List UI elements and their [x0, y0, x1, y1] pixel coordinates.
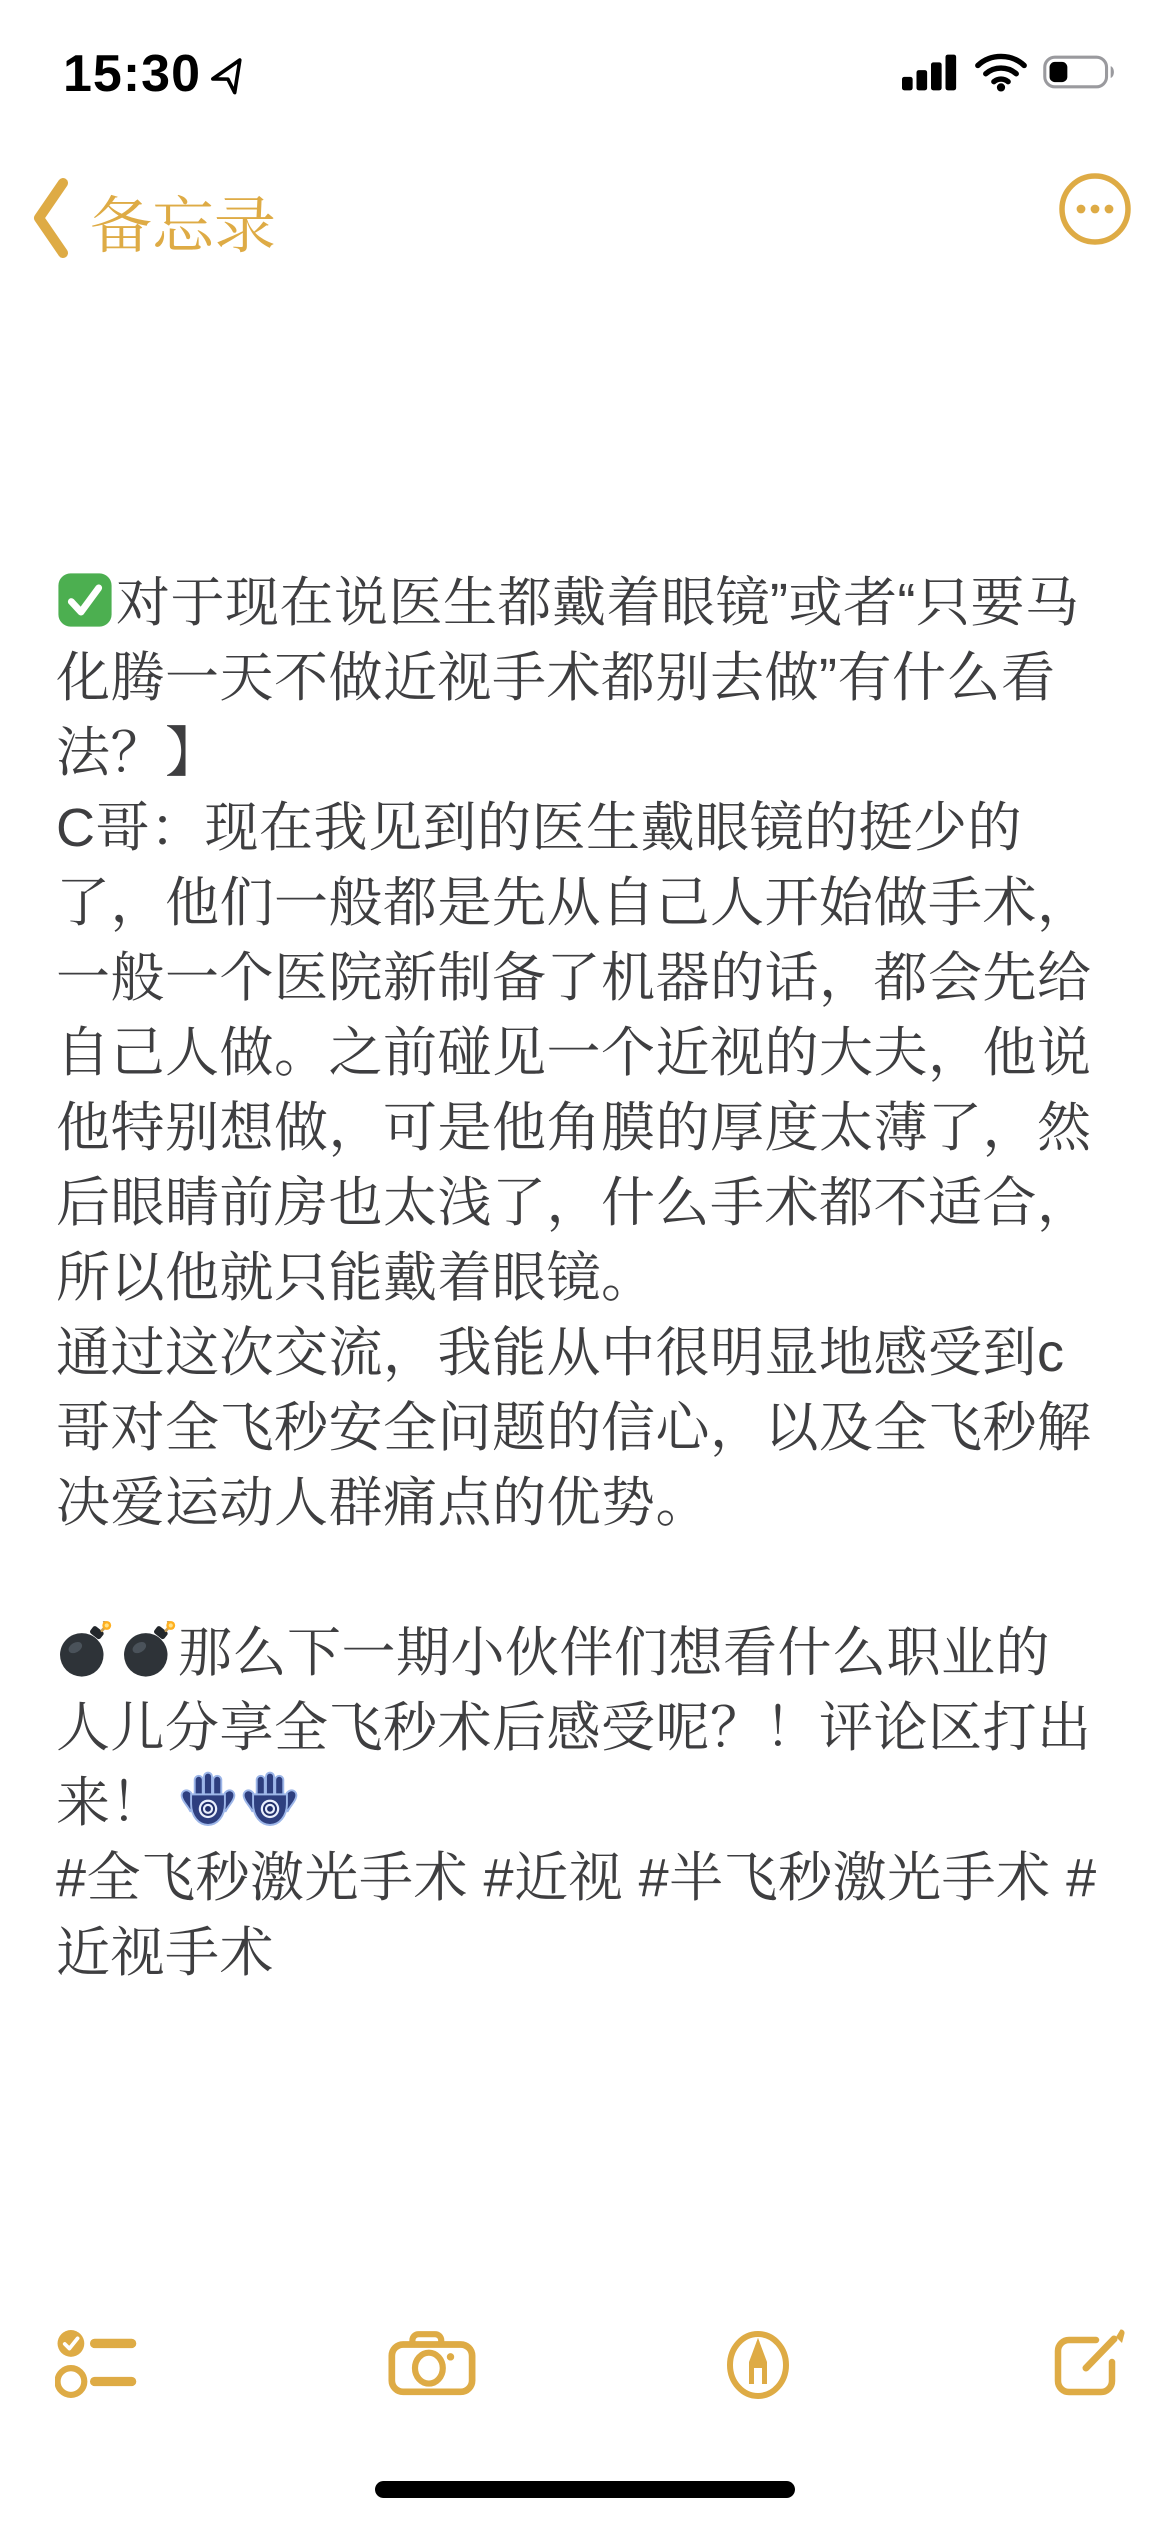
camera-button[interactable] — [385, 2328, 481, 2403]
cellular-signal-icon — [902, 52, 960, 92]
bomb-emoji — [56, 1621, 114, 1679]
note-text: 他特别想做，可是他角膜的厚度太薄了，然 — [56, 1098, 1092, 1158]
checklist-button[interactable] — [55, 2328, 163, 2403]
note-text: 决爱运动人群痛点的优势。 — [56, 1473, 710, 1533]
note-text: 近视手术 — [56, 1923, 274, 1983]
note-line — [56, 791, 1114, 866]
note-text: 人儿分享全飞秒术后感受呢？！评论区打出 — [56, 1698, 1092, 1758]
note-line — [56, 1241, 1114, 1316]
hamsa-emoji — [241, 1771, 299, 1829]
note-line — [56, 1916, 1114, 1991]
checklist-icon — [55, 2385, 163, 2402]
status-bar — [0, 0, 1170, 120]
note-text: 化腾一天不做近视手术都别去做”有什么看 — [56, 648, 1056, 708]
note-line — [56, 716, 1114, 791]
note-line — [56, 1691, 1114, 1766]
bomb-emoji — [120, 1621, 178, 1679]
note-text: 对于现在说医生都戴着眼镜”或者“只要马 — [116, 573, 1080, 633]
note-text: 自己人做。之前碰见一个近视的大夫，他说 — [56, 1023, 1092, 1083]
note-line — [56, 941, 1114, 1016]
note-line — [56, 1466, 1114, 1541]
markup-button[interactable] — [722, 2328, 794, 2407]
chevron-left-icon — [30, 176, 70, 265]
note-line — [56, 1391, 1114, 1466]
note-line — [56, 1841, 1114, 1916]
home-indicator[interactable] — [375, 2481, 795, 2498]
bottom-toolbar — [0, 2328, 1170, 2408]
note-text: 一般一个医院新制备了机器的话，都会先给 — [56, 948, 1092, 1008]
note-line — [56, 1316, 1114, 1391]
back-label: 备忘录 — [90, 192, 277, 261]
note-text: 法？】 — [56, 723, 220, 783]
wifi-icon — [974, 52, 1028, 92]
note-line — [56, 866, 1114, 941]
battery-icon — [1042, 53, 1120, 91]
note-line — [56, 1766, 1114, 1841]
note-line — [56, 1616, 1114, 1691]
note-line — [56, 1166, 1114, 1241]
note-text: 后眼睛前房也太浅了，什么手术都不适合， — [56, 1173, 1092, 1233]
note-line — [56, 1091, 1114, 1166]
check-emoji — [56, 571, 114, 629]
note-text: #全飞秒激光手术 #近视 #半飞秒激光手术 # — [56, 1848, 1097, 1908]
nav-bar — [0, 150, 1170, 280]
note-line — [56, 1541, 1114, 1616]
note-text: 哥对全飞秒安全问题的信心，以及全飞秒解 — [56, 1398, 1092, 1458]
compose-button[interactable] — [1048, 2328, 1130, 2407]
back-button[interactable] — [30, 176, 276, 265]
more-options-button[interactable] — [1058, 172, 1132, 246]
note-line — [56, 641, 1114, 716]
note-text: 那么下一期小伙伴们想看什么职业的 — [178, 1623, 1050, 1683]
note-content[interactable] — [0, 566, 1170, 1991]
note-line — [56, 1016, 1114, 1091]
note-text: 所以他就只能戴着眼镜。 — [56, 1248, 656, 1308]
note-text: 了，他们一般都是先从自己人开始做手术， — [56, 873, 1092, 933]
ellipsis-circle-icon — [1058, 233, 1132, 250]
camera-icon — [385, 2385, 481, 2402]
note-text: C哥：现在我见到的医生戴眼镜的挺少的 — [56, 798, 1022, 858]
marker-pen-icon — [722, 2389, 794, 2406]
compose-icon — [1048, 2389, 1130, 2406]
hamsa-emoji — [179, 1771, 237, 1829]
status-time: 15:30 — [63, 45, 201, 103]
note-text: 通过这次交流，我能从中很明显地感受到c — [56, 1323, 1065, 1383]
note-line — [56, 566, 1114, 641]
location-arrow-icon — [211, 53, 253, 95]
note-text: 来！ — [56, 1773, 165, 1833]
